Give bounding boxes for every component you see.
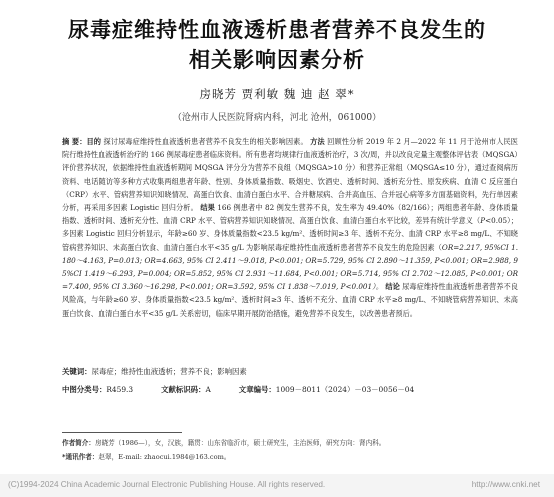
objective-text: 探讨尿毒症维持性血液透析患者营养不良发生的相关影响因素。: [103, 137, 308, 146]
corresponding-author-footnote: [62, 451, 518, 461]
result-label: 结果: [200, 203, 215, 213]
clc-value: R459.3: [106, 385, 134, 394]
conclusion-label: 结论: [385, 282, 400, 292]
keywords-line: [62, 366, 518, 377]
footnote-divider: [62, 432, 182, 433]
result-text-b: <0.05）；多因素 Logistic 回归分析显示，年龄≥60 岁、身体质量指数<23.5 kg/m²、透析时间≥3 年、透析不充分、血清 CRP 水平≥8 mg/L、不知晓管病营养知识、未高蛋白饮食、血清白蛋白水平<35 g/L 为影响尿毒症维持性血液透析患者营养不良发生的危险因素（: [62, 216, 518, 252]
article-title-line-1: 尿毒症维持性血液透析患者营养不良发生的: [68, 18, 486, 42]
article-number-value: 1009－8011（2024）－03－0056－04: [275, 385, 415, 394]
copyright-bar: [0, 474, 554, 497]
method-label: 方法: [310, 137, 325, 146]
corresponding-author-label: *通讯作者：: [62, 453, 99, 461]
copyright-text: (C)1994-2024 China Academic Journal Electronic Publishing House. All rights reserved.: [8, 480, 326, 489]
author-footnote: [62, 437, 518, 447]
conclusion-text: 尿毒症维持性血液透析患者营养不良风险高，与年龄≥60 岁、身体质量指数<23.5 kg/m²、透析时间≥3 年、透析不充分、血清 CRP 水平≥8 mg/L、不知晓管病营养知识、未高蛋白饮食、血清白蛋白水平<35 g/L 关系密切，临床早期开展防治措施，避免营养不良发生，以改善患者预后。: [62, 282, 518, 318]
keywords-label: 关键词：: [62, 367, 92, 376]
affiliation: （沧州市人民医院肾病内科，河北 沧州，061000）: [172, 113, 382, 123]
method-text: 回顾性分析 2019 年 2 月—2022 年 11 月于沧州市人民医院行维持性血液透析治疗的 166 例尿毒症患者临床资料。所有患者均规律行血液透析治疗，3 次/周，并以改良定量主观整体评估表（MQSGA）评价营养状况，依据维持性血液透析期间 MQSGA 评分分为营养不良组（MQSGA>10 分）和营养正常组（MQSGA≤10 分），通过查阅病历资料、电话随访等多种方式收集两组患者年龄、性别、身体质量指数、吸烟史、饮酒史、透析时间、透析充分性、原发疾病、血清 C 反应蛋白（CRP）水平、管病营养知识知晓情况、高蛋白饮食、血清白蛋白水平、合并糖尿病、合并高血压、合并冠心病等多方面基础资料，先行单因素分析，再采用多因素 Logistic 回归分析。: [62, 137, 518, 213]
doc-code-label: 文献标识码：: [161, 385, 206, 394]
cnki-link[interactable]: http://www.cnki.net: [471, 480, 540, 489]
author-list: 房晓芳 贾利敏 魏 迪 赵 翠*: [199, 87, 355, 101]
p-symbol: P: [480, 216, 486, 226]
abstract-label: 摘 要：: [62, 137, 87, 146]
keywords-value: 尿毒症；维持性血液透析；营养不良；影响因素: [91, 367, 247, 376]
clc-label: 中图分类号：: [62, 385, 107, 394]
result-text-a: 166 例患者中 82 例发生营养不良，发生率为 49.40%（82/166）；两组患者年龄、身体质量指数、透析时间、透析充分性、血清 CRP 水平、管病营养知识知晓情况、高蛋白饮食、血清白蛋白水平比较，差异有统计学意义（: [62, 203, 518, 226]
doc-code-value: A: [205, 385, 211, 394]
objective-label: 目的: [86, 137, 102, 146]
article-number-label: 文章编号：: [238, 385, 276, 394]
corresponding-author-text: 赵翠，E-mail: zhaocui.1984@163.com。: [98, 453, 231, 461]
author-footnote-text: 房晓芳（1986—），女，汉族，籍贯：山东省临沂市，硕士研究生，主治医师，研究方向：肾内科。: [94, 439, 386, 447]
abstract: [62, 135, 518, 320]
classification-line: [62, 384, 518, 395]
author-footnote-label: 作者简介：: [62, 439, 95, 447]
article-title-line-2: 相关影响因素分析: [189, 48, 365, 72]
odds-ratio-stats: OR=2.217, 95%CI 1.180～4.163, P=0.013; OR=4.663, 95% CI 2.411～9.018, P<0.001; OR=5.729, 95% CI 2.890～11.359, P<0.001; OR=2.988, 95%CI 1.419～6.293, P=0.004; OR=5.852, 95% CI 2.931～11.684, P<0.001; OR=5.714, 95% CI 2.702～12.085, P<0.001; OR=7.400, 95% CI 3.360～16.298, P<0.001; OR=3.592, 95% CI 1.838～7.019, P<0.001）。: [62, 242, 518, 292]
